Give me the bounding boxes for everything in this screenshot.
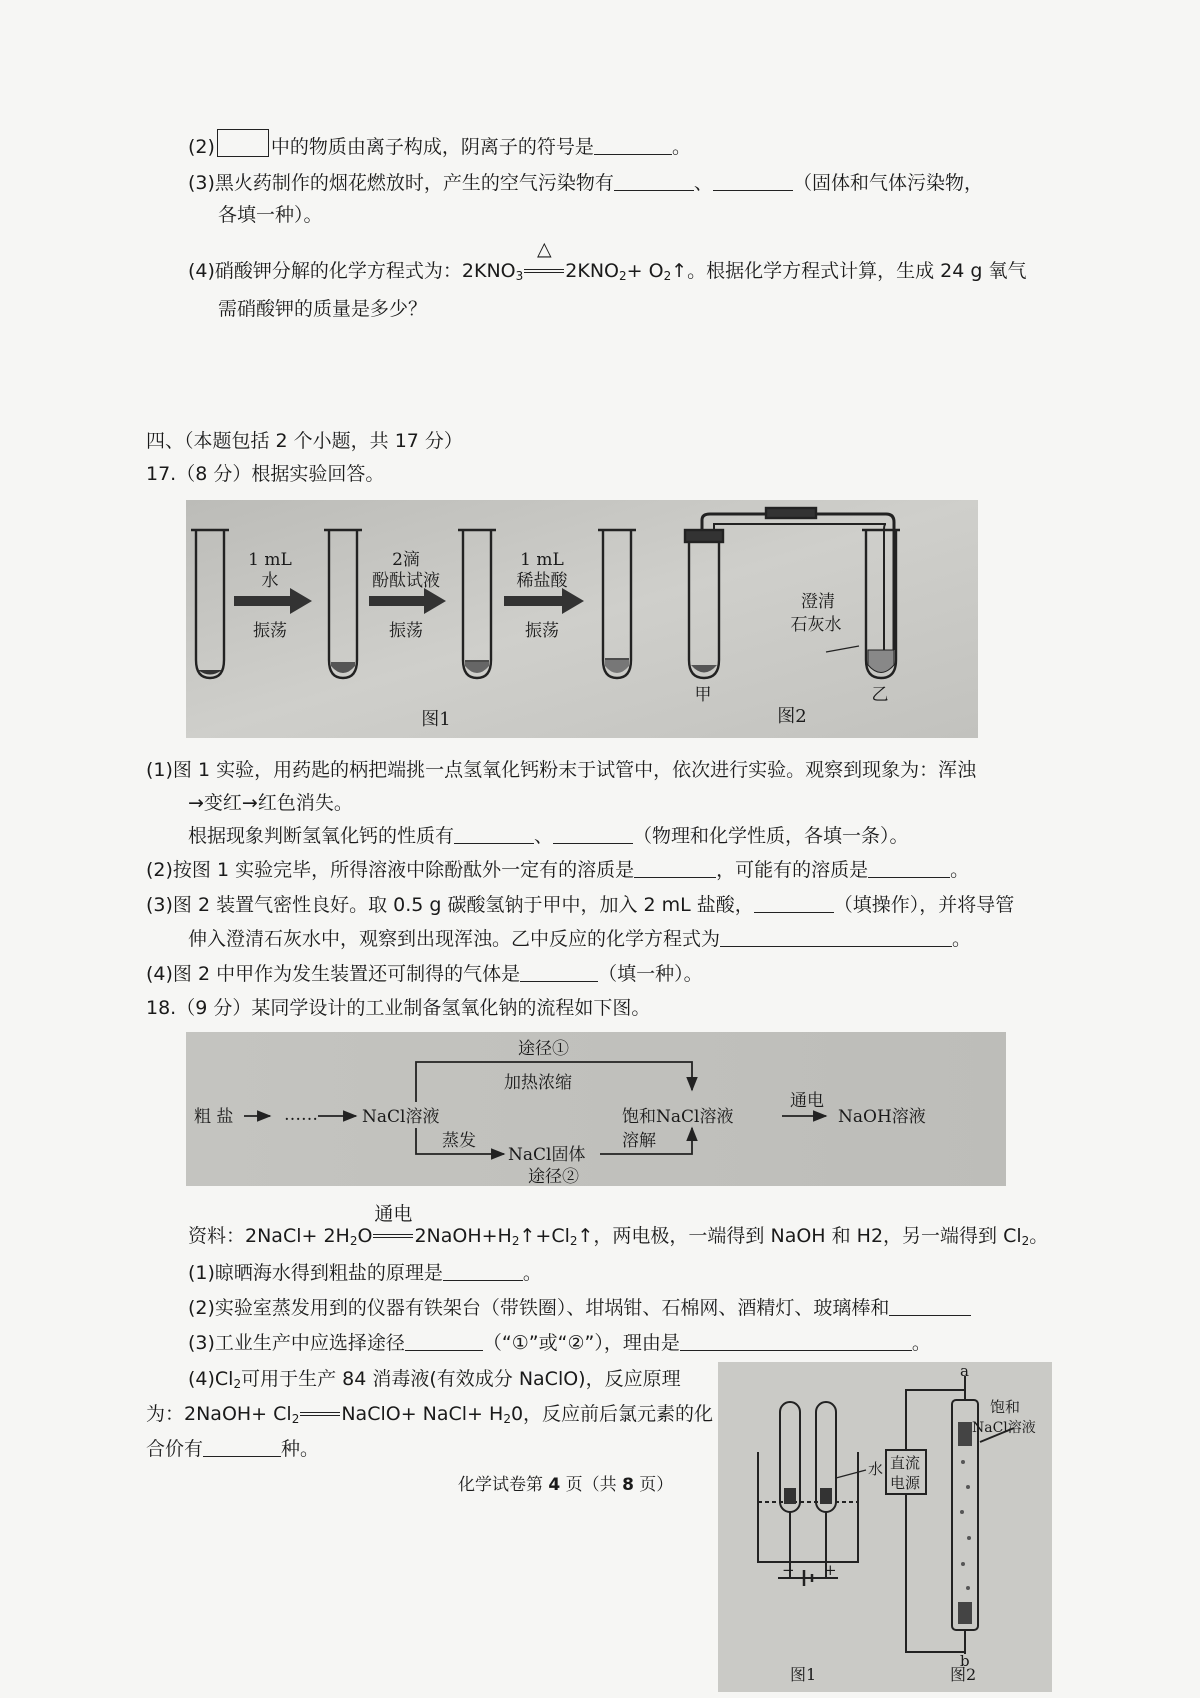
blank[interactable] — [614, 170, 694, 191]
naoh-solution: NaOH溶液 — [838, 1107, 926, 1127]
blank[interactable] — [553, 823, 633, 844]
q17-part3: (3)图 2 装置气密性良好。取 0.5 g 碳酸氢钠于甲中，加入 2 mL 盐酸， （填操作），并将导管 — [146, 894, 1015, 916]
q17-title: 17.（8 分）根据实验回答。 — [146, 463, 385, 485]
fig2-label: 图2 — [777, 706, 807, 727]
q16-part3: (3)黑火药制作的烟花燃放时，产生的空气污染物有 、 （固体和气体污染物， — [188, 172, 983, 194]
q18-part4-line2: 为：2NaOH+ $Cl_2$ NaClO+ NaCl+ $H_20$，反应前后氯元素的化 — [146, 1403, 714, 1426]
terminal-a: a — [960, 1362, 969, 1380]
blank[interactable] — [634, 857, 716, 878]
flow-diagram — [186, 1032, 1006, 1186]
saturated-label-2: NaCl溶液 — [972, 1420, 1036, 1436]
saturated-label-1: 饱和 — [990, 1398, 1021, 1416]
step3-action: 振荡 — [525, 621, 559, 641]
q18-part2: (2)实验室蒸发用到的仪器有铁架台（带铁圈）、坩埚钳、石棉网、酒精灯、玻璃棒和 — [188, 1295, 971, 1321]
q17-part4: (4)图 2 中甲作为发生装置还可制得的气体是 （填一种）。 — [146, 963, 703, 985]
nacl-solid: NaCl固体 — [508, 1145, 586, 1165]
q17-figure — [186, 500, 978, 738]
step3-amount: 1 mL — [520, 550, 564, 570]
step2-action: 振荡 — [389, 621, 423, 641]
saturated-nacl: 饱和NaCl溶液 — [622, 1107, 734, 1127]
blank[interactable] — [443, 1260, 523, 1281]
fig2-label: 图2 — [950, 1665, 977, 1684]
label-yi: 乙 — [871, 685, 889, 705]
dc-label-1: 直流 — [890, 1454, 921, 1472]
blank[interactable] — [868, 857, 950, 878]
q17-part1-line3: 根据现象判断氢氧化钙的性质有 、 （物理和化学性质，各填一条）。 — [188, 825, 909, 847]
q18-title: 18.（9 分）某同学设计的工业制备氢氧化钠的流程如下图。 — [146, 997, 651, 1019]
reaction-condition: 通电 — [372, 1223, 414, 1249]
evaporate: 蒸发 — [442, 1131, 476, 1151]
battery-plus: + — [824, 1561, 837, 1579]
electrify: 通电 — [790, 1091, 824, 1111]
answer-box — [217, 129, 269, 157]
blank[interactable] — [889, 1295, 971, 1316]
fig1-label: 图1 — [790, 1665, 817, 1684]
step1-reagent: 水 — [261, 571, 279, 591]
q18-part4: $(4)Cl_2$可用于生产 84 消毒液(有效成分 NaClO)，反应原理 — [188, 1368, 681, 1391]
dc-label-2: 电源 — [890, 1474, 921, 1492]
route1-label: 途径① — [518, 1039, 569, 1059]
q16-part3-line2: 各填一种）。 — [218, 204, 323, 226]
blank[interactable] — [520, 961, 598, 982]
crude-salt: 粗 盐 — [194, 1107, 234, 1127]
q17-part1: (1)图 1 实验，用药匙的柄把端挑一点氢氧化钙粉末于试管中，依次进行实验。观察到现象为：浑浊 — [146, 759, 977, 781]
q16-part4: (4)硝酸钾分解的化学方程式为：$2KNO_3$ △ $2KNO_2+$ $O_2↑$。根据化学方程式计算，生成 24 g 氧气 — [188, 238, 1027, 283]
step2-reagent: 酚酞试液 — [372, 571, 440, 591]
page-footer: 化学试卷第 4 页（共 8 页） — [458, 1475, 674, 1495]
limewater-label-1: 澄清 — [801, 592, 835, 612]
q18-part4-line3: 合价有 种。 — [146, 1438, 320, 1460]
terminal-b: b — [960, 1652, 970, 1670]
water-label: 水 — [868, 1460, 884, 1478]
q18-part3: (3)工业生产中应选择途径 （“①”或“②”），理由是 。 — [188, 1332, 931, 1354]
blank[interactable] — [680, 1330, 912, 1351]
step1-amount: 1 mL — [248, 550, 292, 570]
heat-concentrate: 加热浓缩 — [504, 1073, 572, 1093]
blank[interactable] — [405, 1330, 483, 1351]
step3-reagent: 稀盐酸 — [516, 571, 568, 591]
blank[interactable] — [754, 892, 834, 913]
q18-part1: (1)晾晒海水得到粗盐的原理是 。 — [188, 1262, 542, 1284]
q18-flowchart — [186, 1032, 1006, 1186]
nacl-solution: NaCl溶液 — [362, 1107, 440, 1127]
q17-part3-line2: 伸入澄清石灰水中，观察到出现浑浊。乙中反应的化学方程式为 。 — [188, 928, 972, 950]
step2-amount: 2滴 — [392, 550, 420, 570]
blank[interactable] — [720, 926, 952, 947]
total-pages: 8 — [622, 1475, 634, 1495]
route2-label: 途径② — [528, 1167, 579, 1186]
label-jia: 甲 — [694, 685, 712, 705]
limewater-label-2: 石灰水 — [790, 615, 842, 635]
stopper — [685, 530, 723, 542]
step1-action: 振荡 — [253, 621, 287, 641]
reaction-condition: △ — [523, 258, 565, 284]
battery-minus: − — [782, 1561, 795, 1579]
section-header: 四、（本题包括 2 个小题，共 17 分） — [146, 430, 463, 452]
test-tube-figure — [186, 500, 978, 738]
fig1-label: 图1 — [421, 709, 451, 730]
current-page: 4 — [548, 1475, 561, 1495]
q17-part1-line2: →变红→红色消失。 — [188, 792, 353, 814]
flow-dots: …… — [284, 1105, 318, 1125]
blank[interactable] — [203, 1436, 281, 1457]
electrolysis-figure — [718, 1362, 1052, 1692]
q18-info: 资料：2NaCl+ $2H_2O$ 通电 $2NaOH+H_2↑+Cl_2↑$，两电极，一端得到 NaOH 和 H2，另一端得到 $Cl_2$。 — [188, 1203, 1049, 1248]
dissolve: 溶解 — [622, 1131, 656, 1151]
blank[interactable] — [713, 170, 793, 191]
q16-part2: (2) 中的物质由离子构成，阴离子的符号是 。 — [188, 129, 691, 160]
q17-part2: (2)按图 1 实验完毕，所得溶液中除酚酞外一定有的溶质是 ，可能有的溶质是 。 — [146, 859, 970, 881]
blank[interactable] — [454, 823, 534, 844]
q16-part4-line2: 需硝酸钾的质量是多少？ — [218, 298, 428, 320]
blank[interactable] — [594, 134, 672, 155]
